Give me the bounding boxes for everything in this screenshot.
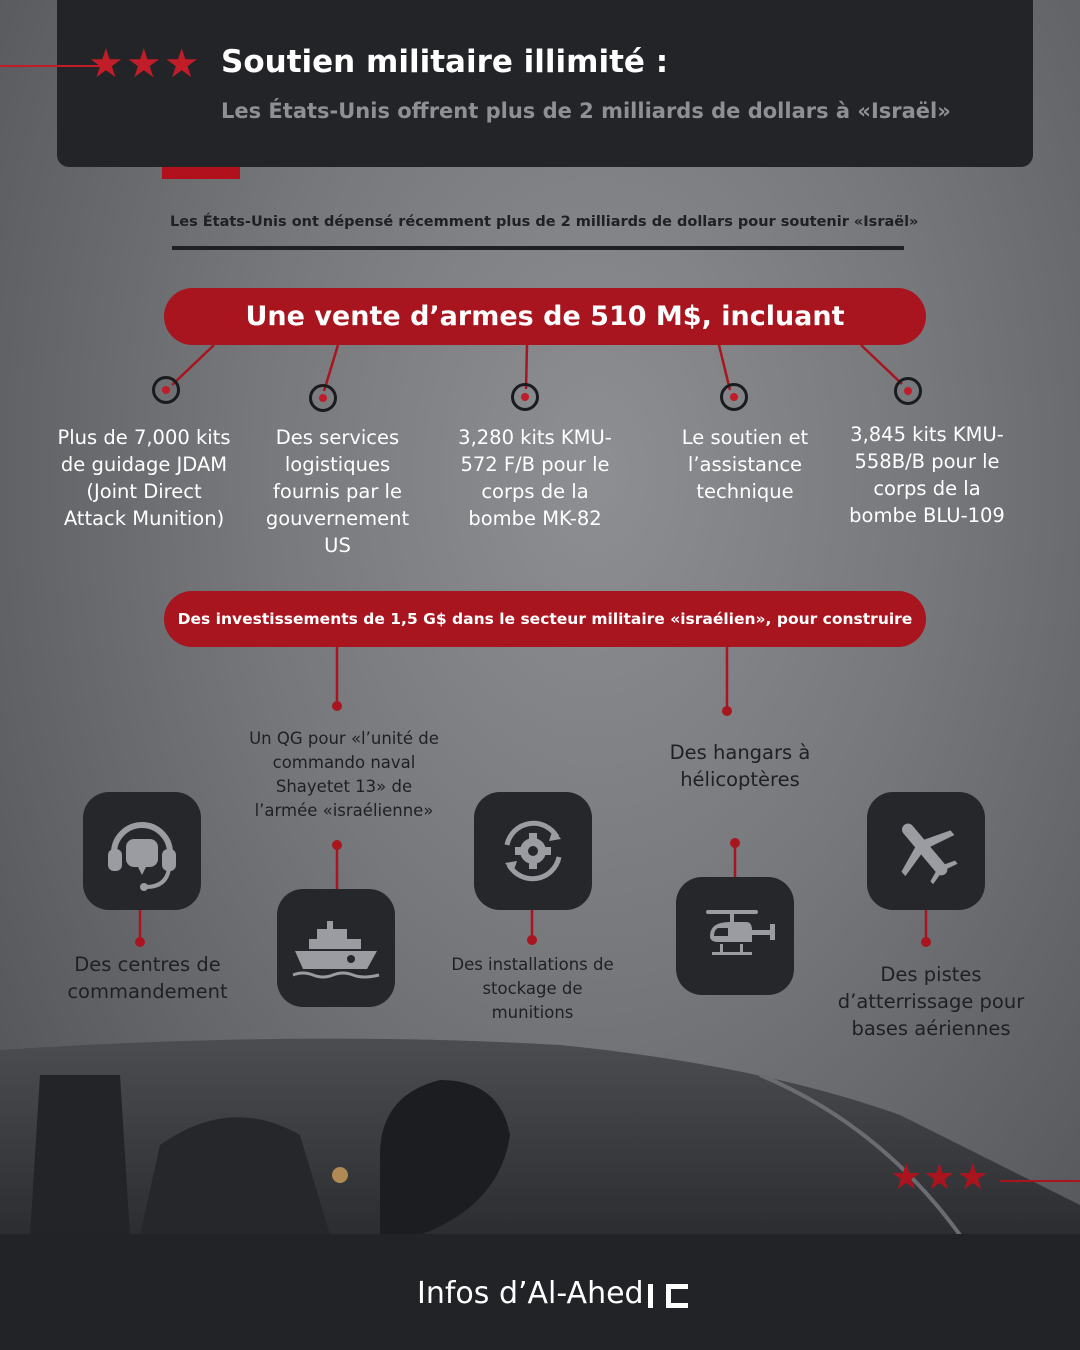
footer-accent-line: [1000, 1180, 1080, 1182]
investment-label-runways: Des pistes d’atterrissage pour bases aériennes: [837, 963, 1025, 1040]
connector-dot: [332, 701, 342, 711]
ship-icon: [291, 913, 381, 983]
arms-item-kmu572: 3,280 kits KMU-572 F/B pour le corps de la bombe MK-82: [458, 426, 612, 530]
arms-item-kmu558: 3,845 kits KMU-558B/B pour le corps de la bombe BLU-109: [849, 423, 1005, 527]
investment-label-munitions-storage: Des installations de stockage de munitions: [451, 955, 614, 1022]
page-subtitle: Les États-Unis offrent plus de 2 milliards de dollars à «Israël»: [221, 99, 951, 123]
timeline-node: [152, 376, 180, 404]
helicopter-icon: [690, 906, 780, 966]
connector-dot: [332, 840, 342, 850]
connector-dot: [135, 937, 145, 947]
airplane-icon: [886, 811, 966, 891]
arms-sale-banner: Une vente d’armes de 510 M$, incluant: [164, 288, 926, 345]
investment-label-helicopter-hangars: Des hangars à hélicoptères: [669, 741, 811, 791]
investment-label-naval-hq: Un QG pour «l’unité de commando naval Shayetet 13» de l’armée «israélienne»: [249, 729, 439, 820]
investments-banner: Des investissements de 1,5 G$ dans le secteur militaire «israélien», pour construire: [164, 591, 926, 647]
connector-dot: [722, 706, 732, 716]
arms-item-logistics: Des services logistiques fournis par le gouvernement US: [265, 426, 410, 557]
gear-cycle-icon: [491, 809, 575, 893]
arms-item-support: Le soutien et l’assistance technique: [681, 426, 809, 503]
header-stars: ★★★: [88, 41, 202, 87]
timeline-node: [720, 383, 748, 411]
helicopter-icon-box: [676, 877, 794, 995]
connector-dot: [730, 838, 740, 848]
footer-stars: ★★★: [890, 1157, 990, 1198]
headset-icon-box: [83, 792, 201, 910]
timeline-node: [894, 377, 922, 405]
headset-icon: [100, 809, 184, 893]
airplane-icon-box: [867, 792, 985, 910]
gear-cycle-icon-box: [474, 792, 592, 910]
connector-dot: [921, 937, 931, 947]
pilot-photo: [0, 1035, 1080, 1235]
timeline-node: [309, 384, 337, 412]
connector-dot: [527, 935, 537, 945]
ship-icon-box: [277, 889, 395, 1007]
brand-name: Infos d’Al-Ahed: [417, 1276, 644, 1311]
timeline-node: [511, 383, 539, 411]
intro-text: Les États-Unis ont dépensé récemment plus de 2 milliards de dollars pour soutenir «Israël»: [170, 214, 919, 230]
brand-logo-icon: [646, 1281, 692, 1311]
arms-item-jdam: Plus de 7,000 kits de guidage JDAM (Joint Direct Attack Munition): [57, 426, 231, 530]
investment-label-command-centers: Des centres de commandement: [67, 953, 228, 1003]
page-title: Soutien militaire illimité :: [221, 44, 669, 80]
